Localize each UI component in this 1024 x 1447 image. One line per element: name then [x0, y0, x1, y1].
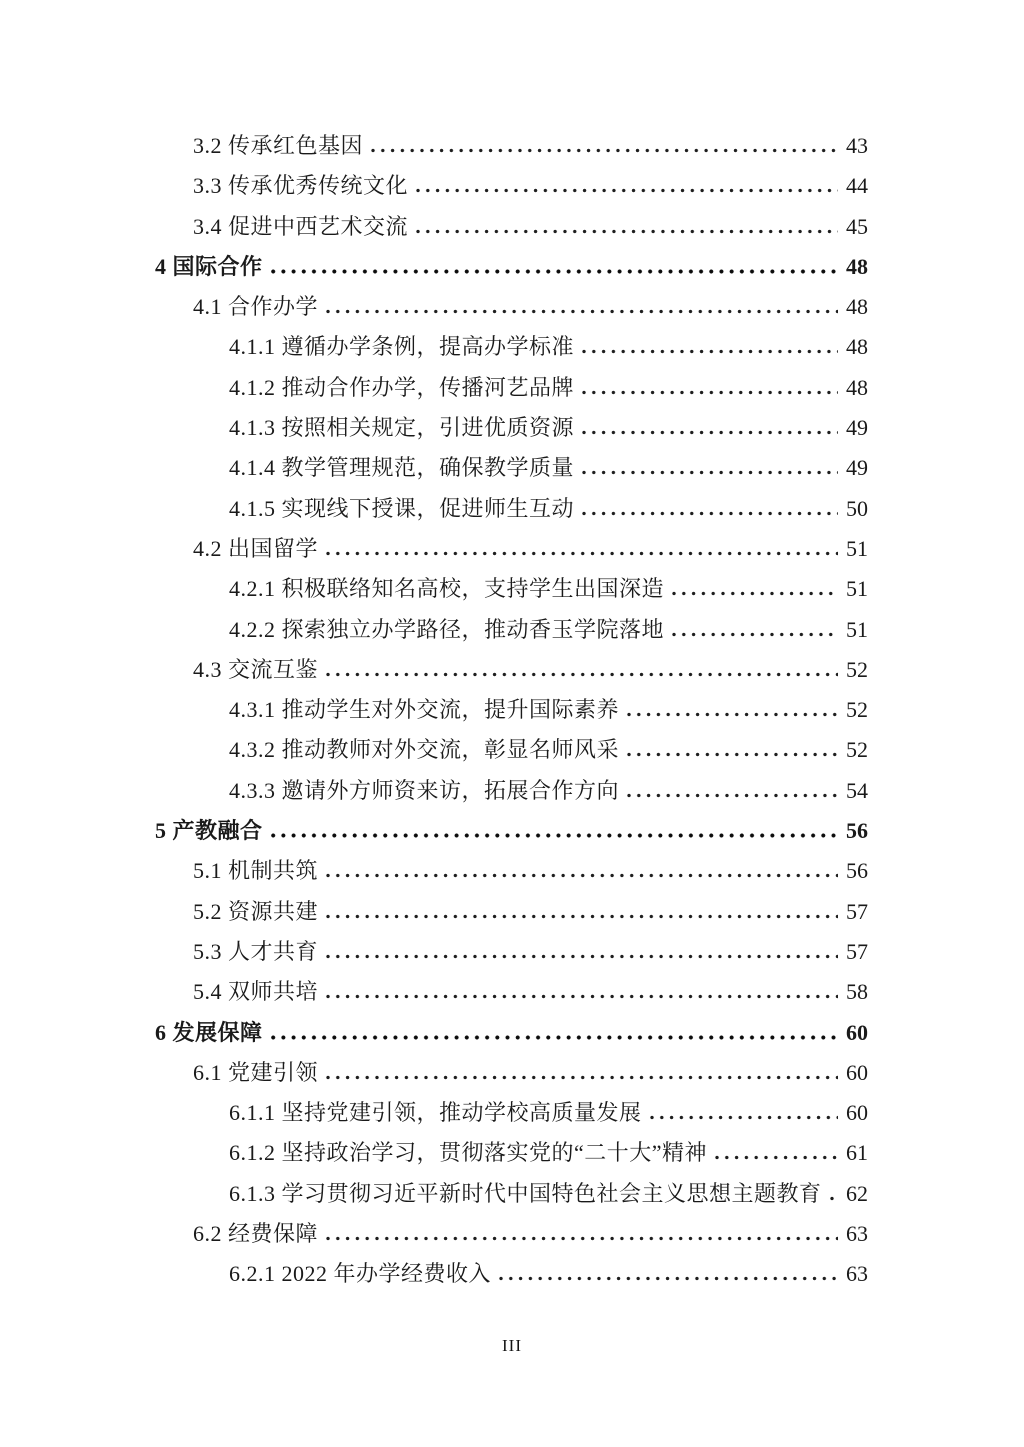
toc-entry-page: 43	[846, 133, 868, 158]
toc-entry-page: 44	[846, 173, 868, 199]
dot-leader	[830, 1196, 838, 1201]
toc-entry	[0, 1174, 1024, 1214]
toc-entry	[0, 1013, 1024, 1053]
toc-entry-page: 49	[846, 455, 868, 481]
toc-entry-label: 3.4 促进中西艺术交流	[193, 213, 409, 239]
dot-leader	[416, 229, 838, 234]
dot-leader	[326, 672, 838, 677]
dot-leader	[326, 1236, 838, 1241]
dot-leader	[582, 349, 838, 354]
toc-entry-page: 52	[846, 737, 868, 763]
toc-entry-label: 3.3 传承优秀传统文化	[193, 173, 409, 199]
toc-entry	[0, 207, 1024, 247]
toc-entry-page: 45	[846, 213, 868, 239]
toc-entry-page: 48	[846, 253, 868, 279]
toc-entry	[0, 932, 1024, 972]
toc-entry	[0, 650, 1024, 690]
toc-entry-page: 51	[846, 616, 868, 642]
toc-entry-page: 57	[846, 898, 868, 924]
dot-leader	[271, 269, 838, 274]
toc-entry-label: 5.3 人才共育	[193, 938, 319, 964]
toc-entry-label: 4.1.4 教学管理规范，确保教学质量	[229, 455, 575, 481]
dot-leader	[499, 1276, 838, 1281]
dot-leader	[627, 712, 838, 717]
dot-leader	[326, 1075, 838, 1080]
dot-leader	[271, 833, 838, 838]
toc-entry	[0, 408, 1024, 448]
toc-entry-page: 52	[846, 697, 868, 723]
toc-entry-label: 4.2.2 探索独立办学路径，推动香玉学院落地	[229, 616, 665, 642]
toc-entry-label: 4 国际合作	[155, 253, 263, 279]
toc-list	[0, 126, 1024, 1295]
toc-entry-label: 6 发展保障	[155, 1019, 263, 1045]
toc-entry	[0, 569, 1024, 609]
toc-entry-label: 4.1.5 实现线下授课，促进师生互动	[229, 495, 575, 521]
dot-leader	[672, 632, 838, 637]
toc-entry-page: 48	[846, 374, 868, 400]
toc-entry	[0, 811, 1024, 851]
dot-leader	[650, 1115, 838, 1120]
toc-entry-page: 52	[846, 656, 868, 682]
toc-entry-label: 4.3.2 推动教师对外交流，彰显名师风采	[229, 737, 620, 763]
toc-entry	[0, 1133, 1024, 1173]
toc-entry-label: 4.1.1 遵循办学条例，提高办学标准	[229, 334, 575, 360]
toc-entry-page: 63	[846, 1261, 868, 1287]
dot-leader	[582, 470, 838, 475]
toc-entry-label: 4.3.1 推动学生对外交流，提升国际素养	[229, 697, 620, 723]
toc-entry-page: 54	[846, 777, 868, 803]
toc-entry-page: 56	[846, 858, 868, 884]
toc-entry	[0, 1053, 1024, 1093]
toc-entry-page: 48	[846, 294, 868, 320]
toc-entry	[0, 1214, 1024, 1254]
toc-entry-page: 60	[846, 1019, 868, 1045]
dot-leader	[627, 793, 838, 798]
dot-leader	[326, 873, 838, 878]
toc-entry-label: 4.3 交流互鉴	[193, 656, 319, 682]
toc-entry-label: 5.2 资源共建	[193, 898, 319, 924]
dot-leader	[582, 390, 838, 395]
toc-entry-page: 62	[846, 1180, 868, 1206]
toc-entry	[0, 771, 1024, 811]
toc-entry-label: 4.3.3 邀请外方师资来访，拓展合作方向	[229, 777, 620, 803]
toc-entry-page: 56	[846, 818, 868, 844]
toc-entry-label: 5.1 机制共筑	[193, 858, 319, 884]
dot-leader	[582, 430, 838, 435]
dot-leader	[326, 914, 838, 919]
dot-leader	[326, 954, 838, 959]
toc-entry-label: 3.2 传承红色基因	[193, 133, 364, 158]
dot-leader	[715, 1155, 838, 1160]
toc-entry-label: 6.1.3 学习贯彻习近平新时代中国特色社会主义思想主题教育	[229, 1180, 822, 1206]
toc-entry-page: 60	[846, 1100, 868, 1126]
toc-entry	[0, 1093, 1024, 1133]
toc-entry	[0, 610, 1024, 650]
toc-entry	[0, 448, 1024, 488]
toc-entry-label: 4.2 出国留学	[193, 535, 319, 561]
toc-entry-label: 5 产教融合	[155, 818, 263, 844]
toc-entry-label: 6.1.1 坚持党建引领，推动学校高质量发展	[229, 1100, 642, 1126]
dot-leader	[326, 551, 838, 556]
dot-leader	[582, 511, 838, 516]
toc-entry-page: 63	[846, 1221, 868, 1247]
toc-entry	[0, 851, 1024, 891]
toc-entry	[0, 690, 1024, 730]
toc-entry	[0, 730, 1024, 770]
toc-entry	[0, 327, 1024, 367]
toc-entry	[0, 368, 1024, 408]
dot-leader	[271, 1035, 838, 1040]
toc-entry-label: 4.1.2 推动合作办学，传播河艺品牌	[229, 374, 575, 400]
toc-entry	[0, 166, 1024, 206]
toc-entry-label: 6.2.1 2022 年办学经费收入	[229, 1261, 492, 1287]
toc-entry-page: 48	[846, 334, 868, 360]
toc-entry-page: 61	[846, 1140, 868, 1166]
toc-entry	[0, 247, 1024, 287]
toc-entry-page: 58	[846, 979, 868, 1005]
toc-entry-label: 6.2 经费保障	[193, 1221, 319, 1247]
toc-entry	[0, 529, 1024, 569]
dot-leader	[627, 752, 838, 757]
page-number: III	[502, 1336, 522, 1355]
toc-entry-label: 4.1 合作办学	[193, 294, 319, 320]
dot-leader	[371, 148, 838, 153]
dot-leader	[326, 994, 838, 999]
toc-entry-page: 49	[846, 415, 868, 441]
toc-entry-page: 60	[846, 1059, 868, 1085]
toc-entry-label: 6.1.2 坚持政治学习，贯彻落实党的“二十大”精神	[229, 1140, 708, 1166]
toc-entry-label: 5.4 双师共培	[193, 979, 319, 1005]
toc-entry-label: 4.2.1 积极联络知名高校，支持学生出国深造	[229, 576, 665, 602]
toc-entry	[0, 892, 1024, 932]
toc-entry-page: 51	[846, 576, 868, 602]
toc-entry	[0, 126, 1024, 166]
dot-leader	[326, 309, 838, 314]
dot-leader	[416, 188, 838, 193]
toc-entry-label: 6.1 党建引领	[193, 1059, 319, 1085]
toc-entry	[0, 489, 1024, 529]
toc-entry	[0, 287, 1024, 327]
toc-entry	[0, 972, 1024, 1012]
dot-leader	[672, 591, 838, 596]
toc-entry-label: 4.1.3 按照相关规定，引进优质资源	[229, 415, 575, 441]
toc-entry-page: 50	[846, 495, 868, 521]
toc-entry-page: 57	[846, 938, 868, 964]
toc-entry-page: 51	[846, 535, 868, 561]
toc-entry	[0, 1254, 1024, 1294]
